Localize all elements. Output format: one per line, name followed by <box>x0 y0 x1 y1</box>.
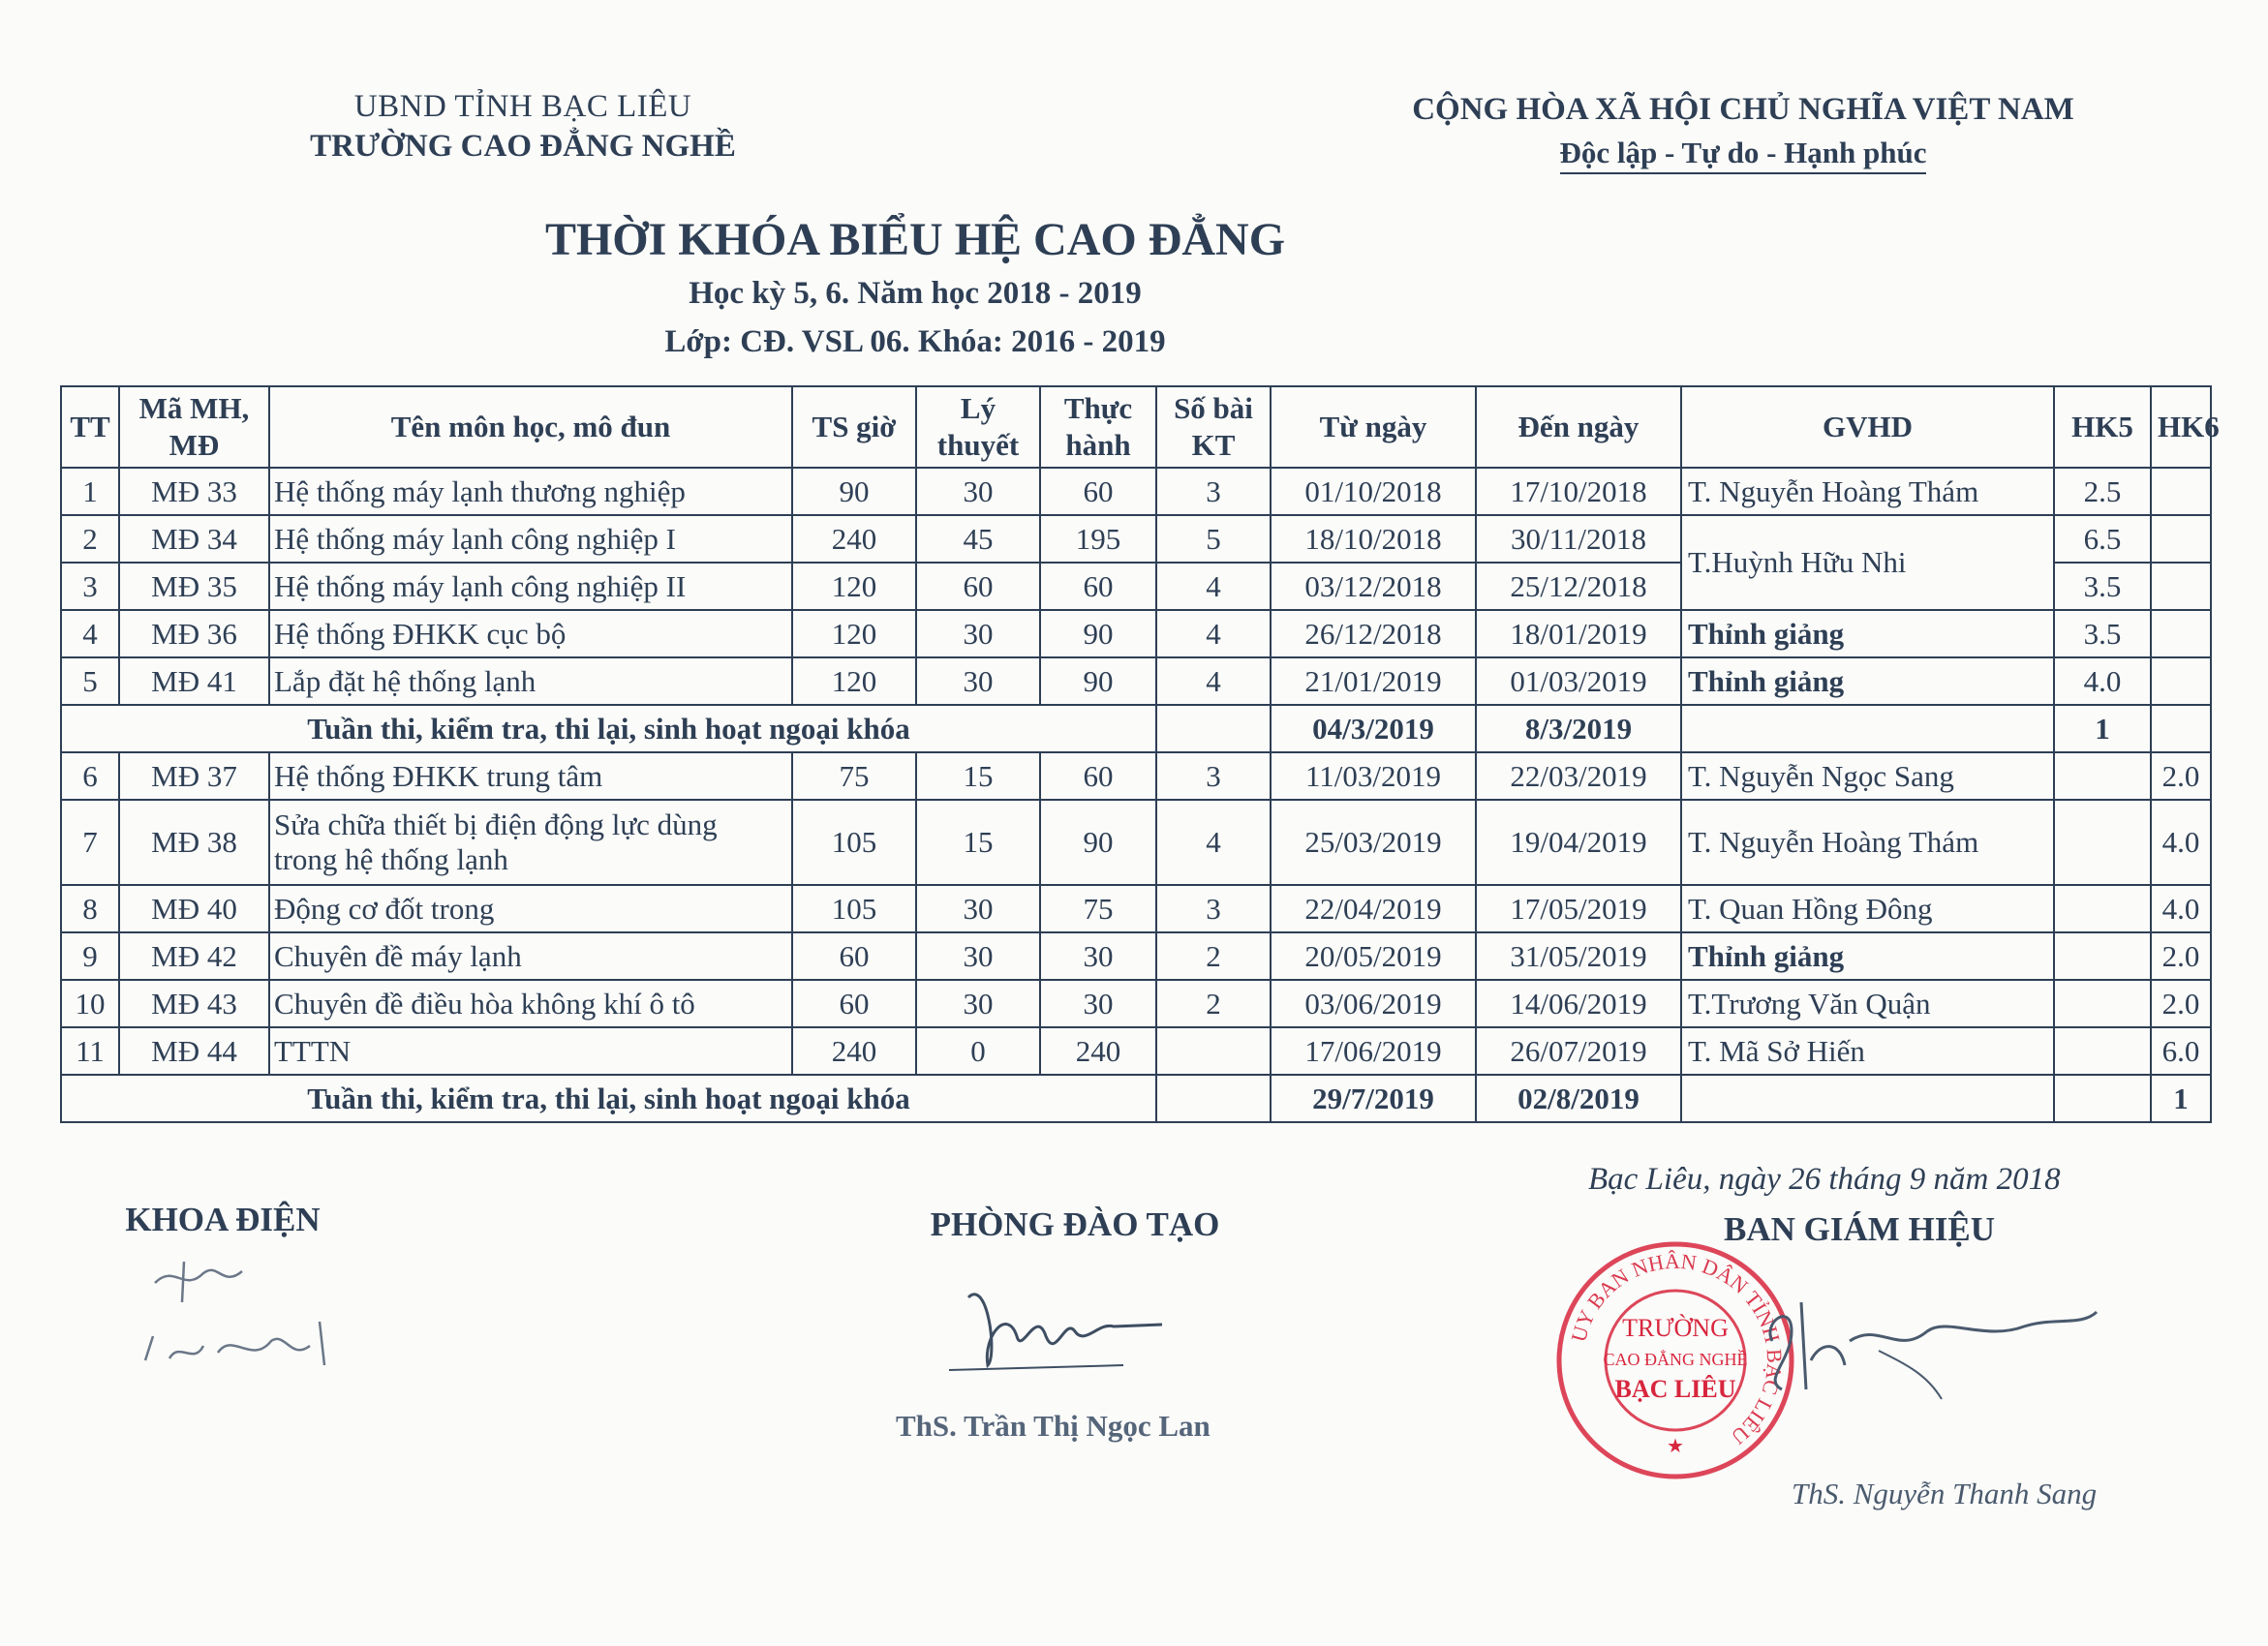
cell-tests <box>1156 705 1271 752</box>
cell-instructor: T. Quan Hồng Đông <box>1681 885 2054 932</box>
cell-code: MĐ 40 <box>119 885 269 932</box>
cell-instructor <box>1681 1075 2054 1122</box>
exam-week-label: Tuần thi, kiểm tra, thi lại, sinh hoạt ngoại khóa <box>61 1075 1156 1122</box>
board-title: BAN GIÁM HIỆU <box>1723 1210 1996 1248</box>
class-line: Lớp: CĐ. VSL 06. Khóa: 2016 - 2019 <box>664 324 1166 359</box>
cell-total-hours: 120 <box>792 657 916 705</box>
cell-hk5 <box>2054 1075 2151 1122</box>
cell-practice: 60 <box>1040 752 1156 800</box>
cell-tt: 9 <box>61 932 119 980</box>
cell-hk5 <box>2054 1027 2151 1075</box>
cell-to-date: 18/01/2019 <box>1476 610 1681 657</box>
training-office-handwritten-signature <box>930 1278 1181 1394</box>
cell-instructor: T. Mã Sở Hiến <box>1681 1027 2054 1075</box>
cell-theory: 30 <box>916 468 1040 515</box>
cell-theory: 30 <box>916 885 1040 932</box>
cell-hk6: 2.0 <box>2151 980 2211 1027</box>
board-signer: ThS. Nguyễn Thanh Sang <box>1792 1477 2098 1510</box>
table-row <box>61 885 2211 932</box>
cell-total-hours: 120 <box>792 563 916 610</box>
cell-from-date: 03/12/2018 <box>1271 563 1476 610</box>
cell-tt: 7 <box>61 800 119 885</box>
cell-practice: 75 <box>1040 885 1156 932</box>
training-office-signer: ThS. Trần Thị Ngọc Lan <box>896 1409 1211 1443</box>
table-row <box>61 610 2211 657</box>
cell-instructor: Thỉnh giảng <box>1681 657 2054 705</box>
cell-tests: 2 <box>1156 932 1271 980</box>
cell-tt: 6 <box>61 752 119 800</box>
cell-from-date: 01/10/2018 <box>1271 468 1476 515</box>
cell-hk5: 6.5 <box>2054 515 2151 563</box>
cell-tt: 8 <box>61 885 119 932</box>
cell-to-date: 22/03/2019 <box>1476 752 1681 800</box>
faculty-handwritten-signature <box>126 1244 416 1399</box>
cell-to-date: 8/3/2019 <box>1476 705 1681 752</box>
cell-tt: 2 <box>61 515 119 563</box>
cell-name: Sửa chữa thiết bị điện động lực dùng trong hệ thống lạnh <box>269 800 792 885</box>
header-instructor: GVHD <box>1681 386 2054 468</box>
cell-theory: 60 <box>916 563 1040 610</box>
cell-hk5: 3.5 <box>2054 563 2151 610</box>
cell-hk6: 1 <box>2151 1075 2211 1122</box>
stamp-center-line1: TRƯỜNG <box>1622 1314 1729 1342</box>
cell-from-date: 03/06/2019 <box>1271 980 1476 1027</box>
cell-total-hours: 90 <box>792 468 916 515</box>
header-hk5: HK5 <box>2054 386 2151 468</box>
cell-to-date: 31/05/2019 <box>1476 932 1681 980</box>
header-to-date: Đến ngày <box>1476 386 1681 468</box>
cell-hk6: 6.0 <box>2151 1027 2211 1075</box>
province-committee: UBND TỈNH BẠC LIÊU <box>353 89 692 124</box>
cell-practice: 90 <box>1040 657 1156 705</box>
cell-hk6: 2.0 <box>2151 932 2211 980</box>
cell-to-date: 17/10/2018 <box>1476 468 1681 515</box>
cell-code: MĐ 34 <box>119 515 269 563</box>
cell-total-hours: 240 <box>792 515 916 563</box>
cell-total-hours: 105 <box>792 885 916 932</box>
cell-hk6: 4.0 <box>2151 885 2211 932</box>
cell-instructor: T.Trương Văn Quận <box>1681 980 2054 1027</box>
cell-practice: 90 <box>1040 800 1156 885</box>
cell-practice: 240 <box>1040 1027 1156 1075</box>
cell-tests: 3 <box>1156 752 1271 800</box>
header-theory: Lý thuyết <box>916 386 1040 468</box>
cell-tests <box>1156 1075 1271 1122</box>
cell-hk5 <box>2054 980 2151 1027</box>
cell-instructor: T. Nguyễn Ngọc Sang <box>1681 752 2054 800</box>
header-tests: Số bài KT <box>1156 386 1271 468</box>
cell-theory: 15 <box>916 752 1040 800</box>
cell-tests: 2 <box>1156 980 1271 1027</box>
cell-from-date: 04/3/2019 <box>1271 705 1476 752</box>
national-header <box>1365 92 2121 174</box>
cell-tt: 5 <box>61 657 119 705</box>
faculty-signature-block <box>68 1201 378 1239</box>
cell-tests: 3 <box>1156 468 1271 515</box>
organization-header <box>291 89 755 165</box>
cell-to-date: 19/04/2019 <box>1476 800 1681 885</box>
cell-instructor <box>1681 705 2054 752</box>
cell-to-date: 02/8/2019 <box>1476 1075 1681 1122</box>
faculty-title: KHOA ĐIỆN <box>125 1201 321 1238</box>
header-name: Tên môn học, mô đun <box>269 386 792 468</box>
cell-instructor: Thỉnh giảng <box>1681 610 2054 657</box>
cell-hk5: 3.5 <box>2054 610 2151 657</box>
cell-hk6 <box>2151 657 2211 705</box>
national-motto: Độc lập - Tự do - Hạnh phúc <box>1560 136 1927 174</box>
cell-tests: 4 <box>1156 800 1271 885</box>
cell-hk5 <box>2054 885 2151 932</box>
cell-from-date: 17/06/2019 <box>1271 1027 1476 1075</box>
cell-total-hours: 75 <box>792 752 916 800</box>
cell-hk6 <box>2151 468 2211 515</box>
cell-from-date: 26/12/2018 <box>1271 610 1476 657</box>
cell-name: Chuyên đề điều hòa không khí ô tô <box>269 980 792 1027</box>
cell-hk6 <box>2151 515 2211 563</box>
cell-theory: 0 <box>916 1027 1040 1075</box>
cell-code: MĐ 41 <box>119 657 269 705</box>
cell-tests: 5 <box>1156 515 1271 563</box>
cell-name: Hệ thống máy lạnh công nghiệp I <box>269 515 792 563</box>
cell-code: MĐ 42 <box>119 932 269 980</box>
cell-tt: 3 <box>61 563 119 610</box>
cell-name: Hệ thống ĐHKK trung tâm <box>269 752 792 800</box>
cell-to-date: 25/12/2018 <box>1476 563 1681 610</box>
cell-name: Hệ thống máy lạnh thương nghiệp <box>269 468 792 515</box>
cell-code: MĐ 35 <box>119 563 269 610</box>
cell-to-date: 01/03/2019 <box>1476 657 1681 705</box>
header-hk6: HK6 <box>2151 386 2211 468</box>
cell-from-date: 11/03/2019 <box>1271 752 1476 800</box>
cell-total-hours: 60 <box>792 980 916 1027</box>
cell-total-hours: 105 <box>792 800 916 885</box>
table-row <box>61 980 2211 1027</box>
cell-from-date: 18/10/2018 <box>1271 515 1476 563</box>
cell-hk6: 2.0 <box>2151 752 2211 800</box>
semester-line: Học kỳ 5, 6. Năm học 2018 - 2019 <box>689 276 1142 311</box>
header-code: Mã MH, MĐ <box>119 386 269 468</box>
cell-code: MĐ 37 <box>119 752 269 800</box>
cell-name: Hệ thống máy lạnh công nghiệp II <box>269 563 792 610</box>
cell-tests: 3 <box>1156 885 1271 932</box>
cell-code: MĐ 43 <box>119 980 269 1027</box>
table-row <box>61 932 2211 980</box>
cell-code: MĐ 36 <box>119 610 269 657</box>
school-name: TRƯỜNG CAO ĐẲNG NGHỀ <box>310 129 736 164</box>
cell-tt: 10 <box>61 980 119 1027</box>
cell-tests: 4 <box>1156 610 1271 657</box>
cell-tt: 11 <box>61 1027 119 1075</box>
cell-hk5 <box>2054 932 2151 980</box>
table-header-row <box>61 386 2211 468</box>
page-title: THỜI KHÓA BIỂU HỆ CAO ĐẲNG <box>544 214 1286 265</box>
header-total-hours: TS giờ <box>792 386 916 468</box>
cell-from-date: 22/04/2019 <box>1271 885 1476 932</box>
cell-name: TTTN <box>269 1027 792 1075</box>
cell-to-date: 17/05/2019 <box>1476 885 1681 932</box>
cell-practice: 90 <box>1040 610 1156 657</box>
table-row <box>61 1027 2211 1075</box>
cell-theory: 30 <box>916 610 1040 657</box>
stamp-ring-text: UY BAN NHÂN DÂN TỈNH BẠC LIÊU <box>1566 1248 1788 1450</box>
cell-code: MĐ 33 <box>119 468 269 515</box>
cell-tests: 4 <box>1156 657 1271 705</box>
board-handwritten-signature <box>1733 1283 2101 1428</box>
cell-hk6 <box>2151 705 2211 752</box>
table-row <box>61 800 2211 885</box>
cell-from-date: 29/7/2019 <box>1271 1075 1476 1122</box>
cell-from-date: 25/03/2019 <box>1271 800 1476 885</box>
cell-tests: 4 <box>1156 563 1271 610</box>
cell-from-date: 20/05/2019 <box>1271 932 1476 980</box>
header-tt: TT <box>61 386 119 468</box>
cell-tt: 1 <box>61 468 119 515</box>
cell-hk5 <box>2054 752 2151 800</box>
cell-instructor: Thỉnh giảng <box>1681 932 2054 980</box>
cell-hk5: 4.0 <box>2054 657 2151 705</box>
header-practice: Thực hành <box>1040 386 1156 468</box>
cell-practice: 30 <box>1040 932 1156 980</box>
cell-theory: 30 <box>916 980 1040 1027</box>
svg-text:★: ★ <box>1667 1436 1684 1457</box>
cell-practice: 30 <box>1040 980 1156 1027</box>
cell-to-date: 26/07/2019 <box>1476 1027 1681 1075</box>
cell-name: Lắp đặt hệ thống lạnh <box>269 657 792 705</box>
cell-tests <box>1156 1027 1271 1075</box>
header-from-date: Từ ngày <box>1271 386 1476 468</box>
exam-week-row <box>61 1075 2211 1122</box>
cell-theory: 30 <box>916 932 1040 980</box>
cell-instructor: T. Nguyễn Hoàng Thám <box>1681 468 2054 515</box>
cell-theory: 30 <box>916 657 1040 705</box>
cell-total-hours: 240 <box>792 1027 916 1075</box>
stamp-center-line2: CAO ĐẲNG NGHỀ <box>1603 1350 1748 1369</box>
cell-hk6: 4.0 <box>2151 800 2211 885</box>
cell-hk5: 1 <box>2054 705 2151 752</box>
timetable <box>60 385 2220 1123</box>
table-row <box>61 752 2211 800</box>
training-office-title: PHÒNG ĐÀO TẠO <box>930 1205 1220 1243</box>
cell-instructor: T. Nguyễn Hoàng Thám <box>1681 800 2054 885</box>
cell-name: Hệ thống ĐHKK cục bộ <box>269 610 792 657</box>
cell-hk5: 2.5 <box>2054 468 2151 515</box>
cell-hk6 <box>2151 563 2211 610</box>
exam-week-row <box>61 705 2211 752</box>
table-row <box>61 657 2211 705</box>
cell-from-date: 21/01/2019 <box>1271 657 1476 705</box>
cell-tt: 4 <box>61 610 119 657</box>
cell-code: MĐ 44 <box>119 1027 269 1075</box>
signing-date: Bạc Liêu, ngày 26 tháng 9 năm 2018 <box>1588 1162 2061 1197</box>
cell-hk6 <box>2151 610 2211 657</box>
cell-instructor: T.Huỳnh Hữu Nhi <box>1681 515 2054 610</box>
cell-practice: 60 <box>1040 563 1156 610</box>
cell-hk5 <box>2054 800 2151 885</box>
stamp-center-line3: BẠC LIÊU <box>1614 1375 1736 1403</box>
nation-name: CỘNG HÒA XÃ HỘI CHỦ NGHĨA VIỆT NAM <box>1412 92 2074 127</box>
training-office-block <box>852 1205 1298 1244</box>
cell-code: MĐ 38 <box>119 800 269 885</box>
table-row <box>61 468 2211 515</box>
exam-week-label: Tuần thi, kiểm tra, thi lại, sinh hoạt ngoại khóa <box>61 705 1156 752</box>
cell-to-date: 14/06/2019 <box>1476 980 1681 1027</box>
table-row <box>61 515 2211 563</box>
cell-total-hours: 120 <box>792 610 916 657</box>
cell-practice: 195 <box>1040 515 1156 563</box>
cell-name: Động cơ đốt trong <box>269 885 792 932</box>
cell-theory: 15 <box>916 800 1040 885</box>
cell-practice: 60 <box>1040 468 1156 515</box>
cell-theory: 45 <box>916 515 1040 563</box>
cell-name: Chuyên đề máy lạnh <box>269 932 792 980</box>
cell-total-hours: 60 <box>792 932 916 980</box>
cell-to-date: 30/11/2018 <box>1476 515 1681 563</box>
